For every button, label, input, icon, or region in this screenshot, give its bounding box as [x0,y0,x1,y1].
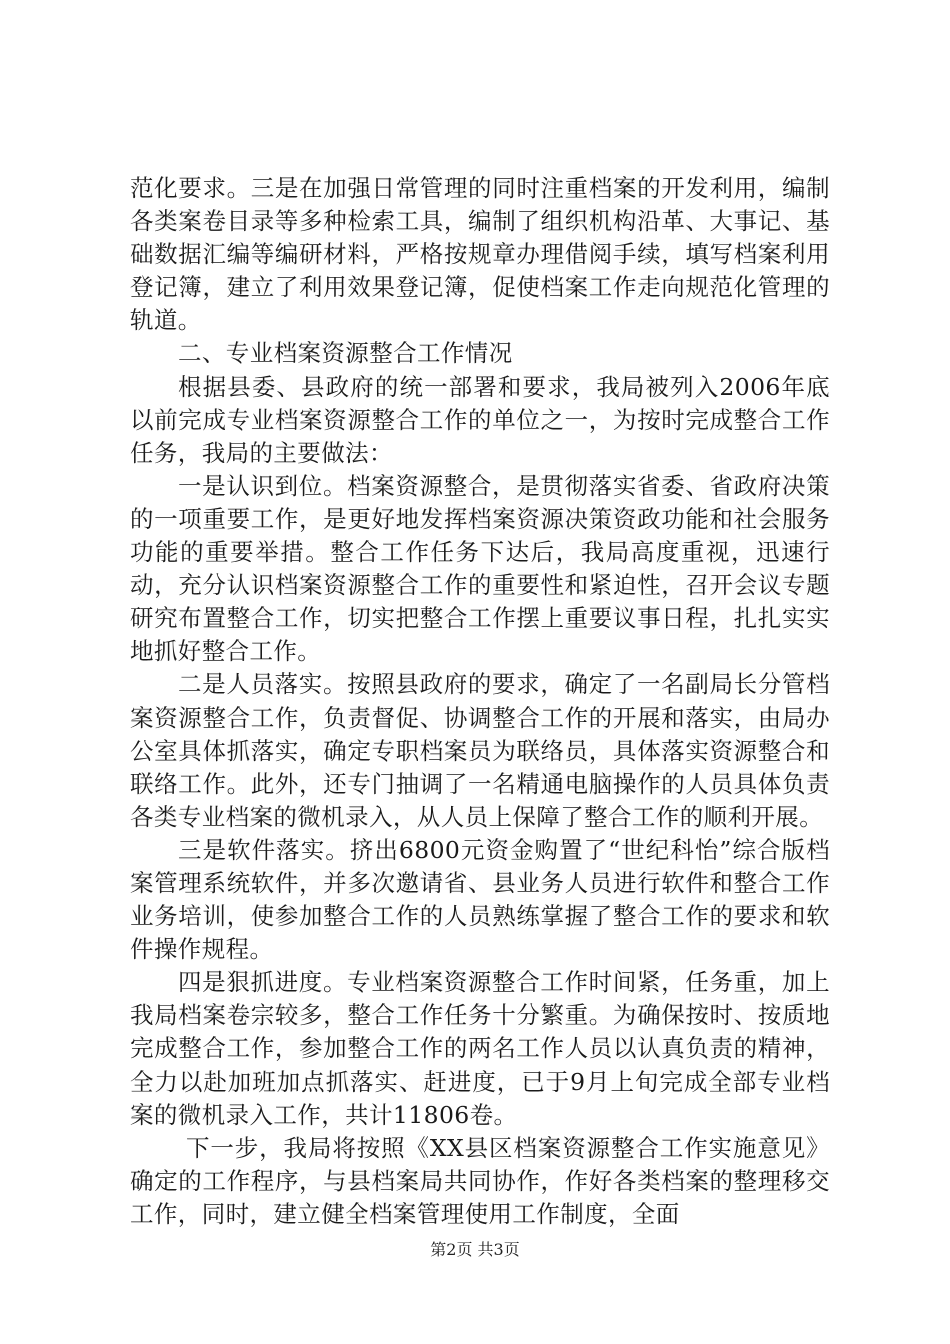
page-number-footer: 第2页 共3页 [430,1240,520,1259]
paragraph-next-step: 下一步，我局将按照《XX县区档案资源整合工作实施意见》确定的工作程序，与县档案局共同协作，作好各类档案的整理移交工作，同时，建立健全档案管理使用工作制度，全面 [130,1133,830,1228]
paragraph-point-1: 一是认识到位。档案资源整合，是贯彻落实省委、省政府决策的一项重要工作，是更好地发挥档案资源决策资政功能和社会服务功能的重要举措。整合工作任务下达后，我局高度重视，迅速行动，充分认识档案资源整合工作的重要性和紧迫性，召开会议专题研究布置整合工作，切实把整合工作摆上重要议事日程，扎扎实实地抓好整合工作。 [130,471,830,666]
paragraph-point-4: 四是狠抓进度。专业档案资源整合工作时间紧，任务重，加上我局档案卷宗较多，整合工作任务十分繁重。为确保按时、按质地完成整合工作，参加整合工作的两名工作人员以认真负责的精神，全力以赴加班加点抓落实、赶进度，已于9月上旬完成全部专业档案的微机录入工作，共计11806卷。 [130,968,830,1129]
paragraph-continuation: 范化要求。三是在加强日常管理的同时注重档案的开发利用，编制各类案卷目录等多种检索工具，编制了组织机构沿革、大事记、基础数据汇编等编研材料，严格按规章办理借阅手续，填写档案利用登记簿，建立了利用效果登记簿，促使档案工作走向规范化管理的轨道。 [130,174,830,335]
paragraph-point-2: 二是人员落实。按照县政府的要求，确定了一名副局长分管档案资源整合工作，负责督促、协调整合工作的开展和落实，由局办公室具体抓落实，确定专职档案员为联络员，具体落实资源整合和联络工作。此外，还专门抽调了一名精通电脑操作的人员具体负责各类专业档案的微机录入，从人员上保障了整合工作的顺利开展。 [130,670,830,831]
paragraph-intro: 根据县委、县政府的统一部署和要求，我局被列入2006年底以前完成专业档案资源整合工作的单位之一，为按时完成整合工作任务，我局的主要做法： [130,372,830,467]
section-heading: 二、专业档案资源整合工作情况 [178,339,513,368]
document-body [130,172,830,1231]
paragraph-point-3: 三是软件落实。挤出6800元资金购置了“世纪科怡”综合版档案管理系统软件，并多次邀请省、县业务人员进行软件和整合工作业务培训，使参加整合工作的人员熟练掌握了整合工作的要求和软件操作规程。 [130,835,830,964]
